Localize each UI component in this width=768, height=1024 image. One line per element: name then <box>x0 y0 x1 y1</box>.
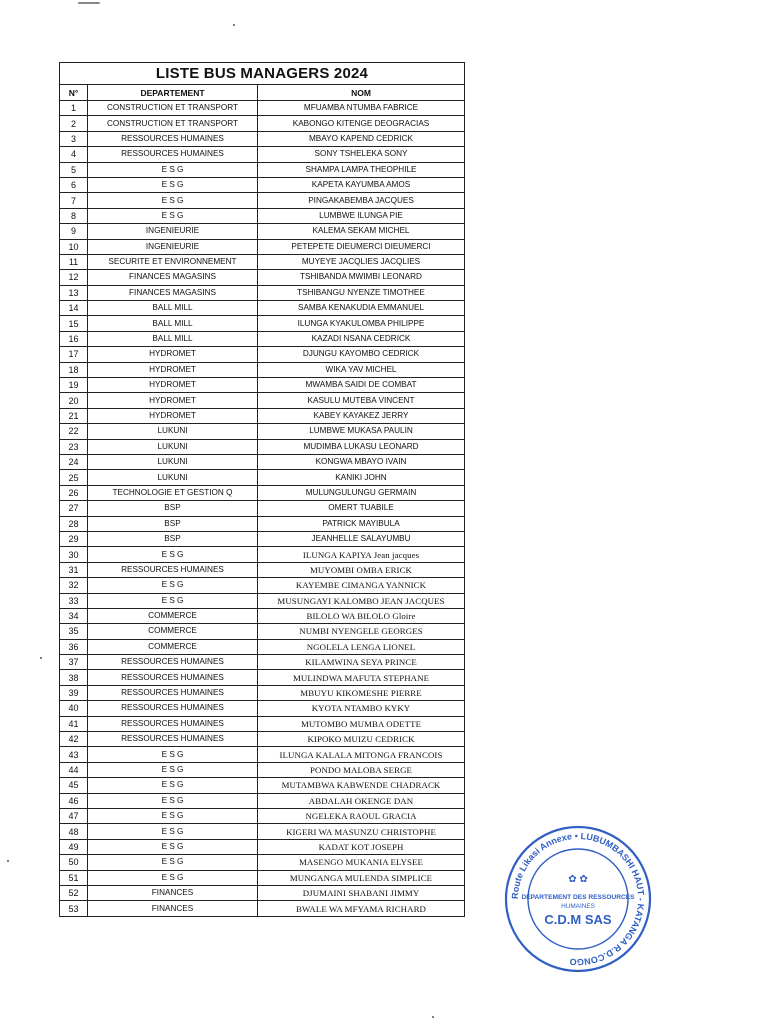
row-departement: E S G <box>88 778 258 793</box>
row-number: 18 <box>60 362 88 377</box>
row-departement: SECURITE ET ENVIRONNEMENT <box>88 254 258 269</box>
table-row <box>60 147 465 162</box>
table-body <box>60 101 465 917</box>
row-nom: KILAMWINA SEYA PRINCE <box>258 655 465 670</box>
row-nom: DJUNGU KAYOMBO CEDRICK <box>258 347 465 362</box>
row-number: 28 <box>60 516 88 531</box>
row-departement: E S G <box>88 547 258 562</box>
row-nom: ILUNGA KALALA MITONGA FRANCOIS <box>258 747 465 762</box>
table-row <box>60 239 465 254</box>
row-departement: BSP <box>88 516 258 531</box>
table-row <box>60 578 465 593</box>
row-nom: KABEY KAYAKEZ JERRY <box>258 408 465 423</box>
table-row <box>60 778 465 793</box>
row-departement: E S G <box>88 808 258 823</box>
row-number: 48 <box>60 824 88 839</box>
stamp-arc-text: Route Likasi Annexe • LUBUMBASHI HAUT - KATANGA R.D.CONGO <box>509 830 647 968</box>
row-nom: TSHIBANGU NYENZE TIMOTHEE <box>258 285 465 300</box>
row-departement: E S G <box>88 193 258 208</box>
row-number: 46 <box>60 793 88 808</box>
table-row <box>60 824 465 839</box>
row-departement: E S G <box>88 593 258 608</box>
row-departement: LUKUNI <box>88 424 258 439</box>
row-number: 29 <box>60 531 88 546</box>
row-departement: RESSOURCES HUMAINES <box>88 562 258 577</box>
table-row <box>60 685 465 700</box>
row-nom: MBUYU KIKOMESHE PIERRE <box>258 685 465 700</box>
row-departement: E S G <box>88 162 258 177</box>
row-departement: CONSTRUCTION ET TRANSPORT <box>88 101 258 116</box>
stamp-line1: DEPARTEMENT DES RESSOURCES <box>521 894 635 901</box>
row-departement: HYDROMET <box>88 408 258 423</box>
table-row <box>60 608 465 623</box>
row-departement: E S G <box>88 855 258 870</box>
row-departement: E S G <box>88 870 258 885</box>
row-number: 17 <box>60 347 88 362</box>
row-nom: ABDALAH OKENGE DAN <box>258 793 465 808</box>
table-row <box>60 439 465 454</box>
row-nom: LUMBWE MUKASA PAULIN <box>258 424 465 439</box>
table-row <box>60 177 465 192</box>
row-number: 12 <box>60 270 88 285</box>
row-nom: KIPOKO MUIZU CEDRICK <box>258 732 465 747</box>
row-departement: HYDROMET <box>88 378 258 393</box>
row-nom: SAMBA KENAKUDIA EMMANUEL <box>258 301 465 316</box>
table-row <box>60 408 465 423</box>
table-row <box>60 655 465 670</box>
row-departement: FINANCES MAGASINS <box>88 285 258 300</box>
row-number: 35 <box>60 624 88 639</box>
table-row <box>60 762 465 777</box>
row-nom: NUMBI NYENGELE GEORGES <box>258 624 465 639</box>
row-nom: MUTOMBO MUMBA ODETTE <box>258 716 465 731</box>
row-departement: RESSOURCES HUMAINES <box>88 732 258 747</box>
row-departement: INGENIEURIE <box>88 224 258 239</box>
table-row <box>60 316 465 331</box>
row-number: 52 <box>60 885 88 900</box>
row-number: 7 <box>60 193 88 208</box>
row-departement: HYDROMET <box>88 393 258 408</box>
row-departement: E S G <box>88 747 258 762</box>
row-nom: PINGAKABEMBA JACQUES <box>258 193 465 208</box>
row-departement: RESSOURCES HUMAINES <box>88 147 258 162</box>
row-number: 19 <box>60 378 88 393</box>
table-row <box>60 193 465 208</box>
row-nom: ILUNGA KAPIYA Jean jacques <box>258 547 465 562</box>
row-nom: MBAYO KAPEND CEDRICK <box>258 131 465 146</box>
row-departement: FINANCES MAGASINS <box>88 270 258 285</box>
personnel-list-sheet <box>59 62 464 917</box>
table-row <box>60 270 465 285</box>
row-number: 40 <box>60 701 88 716</box>
table-row <box>60 393 465 408</box>
table-row <box>60 116 465 131</box>
row-nom: MASENGO MUKANIA ELYSEE <box>258 855 465 870</box>
row-nom: MUYOMBI OMBA ERICK <box>258 562 465 577</box>
table-row <box>60 732 465 747</box>
row-nom: MUNGANGA MULENDA SIMPLICE <box>258 870 465 885</box>
row-number: 22 <box>60 424 88 439</box>
row-departement: BALL MILL <box>88 301 258 316</box>
row-number: 33 <box>60 593 88 608</box>
table-row <box>60 501 465 516</box>
row-nom: MULINDWA MAFUTA STEPHANE <box>258 670 465 685</box>
row-number: 44 <box>60 762 88 777</box>
row-number: 13 <box>60 285 88 300</box>
row-nom: KASULU MUTEBA VINCENT <box>258 393 465 408</box>
row-nom: LUMBWE ILUNGA PIE <box>258 208 465 223</box>
row-number: 9 <box>60 224 88 239</box>
row-departement: E S G <box>88 177 258 192</box>
row-departement: FINANCES <box>88 901 258 916</box>
row-number: 27 <box>60 501 88 516</box>
row-nom: KIGERI WA MASUNZU CHRISTOPHE <box>258 824 465 839</box>
row-number: 26 <box>60 485 88 500</box>
row-departement: HYDROMET <box>88 362 258 377</box>
row-nom: PATRICK MAYIBULA <box>258 516 465 531</box>
row-number: 42 <box>60 732 88 747</box>
row-nom: MFUAMBA NTUMBA FABRICE <box>258 101 465 116</box>
row-number: 36 <box>60 639 88 654</box>
row-departement: CONSTRUCTION ET TRANSPORT <box>88 116 258 131</box>
row-nom: DJUMAINI SHABANI JIMMY <box>258 885 465 900</box>
row-departement: FINANCES <box>88 885 258 900</box>
row-nom: KAYEMBE CIMANGA YANNICK <box>258 578 465 593</box>
table-row <box>60 254 465 269</box>
row-nom: SONY TSHELEKA SONY <box>258 147 465 162</box>
table-row <box>60 855 465 870</box>
table-row <box>60 562 465 577</box>
row-departement: BALL MILL <box>88 316 258 331</box>
row-departement: TECHNOLOGIE ET GESTION Q <box>88 485 258 500</box>
row-number: 4 <box>60 147 88 162</box>
row-number: 41 <box>60 716 88 731</box>
row-number: 5 <box>60 162 88 177</box>
row-departement: HYDROMET <box>88 347 258 362</box>
table-row <box>60 808 465 823</box>
row-departement: RESSOURCES HUMAINES <box>88 685 258 700</box>
row-nom: SHAMPA LAMPA THEOPHILE <box>258 162 465 177</box>
row-nom: TSHIBANDA MWIMBI LEONARD <box>258 270 465 285</box>
table-row <box>60 624 465 639</box>
row-departement: RESSOURCES HUMAINES <box>88 670 258 685</box>
row-departement: E S G <box>88 824 258 839</box>
row-nom: BILOLO WA BILOLO Gloire <box>258 608 465 623</box>
row-departement: COMMERCE <box>88 639 258 654</box>
table-row <box>60 101 465 116</box>
row-number: 16 <box>60 331 88 346</box>
row-number: 51 <box>60 870 88 885</box>
row-departement: LUKUNI <box>88 470 258 485</box>
row-departement: BSP <box>88 501 258 516</box>
table-row <box>60 470 465 485</box>
row-number: 32 <box>60 578 88 593</box>
row-departement: RESSOURCES HUMAINES <box>88 716 258 731</box>
table-row <box>60 547 465 562</box>
table-row <box>60 347 465 362</box>
row-departement: RESSOURCES HUMAINES <box>88 131 258 146</box>
row-number: 34 <box>60 608 88 623</box>
row-number: 38 <box>60 670 88 685</box>
table-row <box>60 670 465 685</box>
row-number: 43 <box>60 747 88 762</box>
company-stamp <box>503 824 653 974</box>
row-number: 23 <box>60 439 88 454</box>
table-row <box>60 301 465 316</box>
row-nom: NGOLELA LENGA LIONEL <box>258 639 465 654</box>
row-nom: KAZADI NSANA CEDRICK <box>258 331 465 346</box>
table-row <box>60 331 465 346</box>
table-row <box>60 716 465 731</box>
table-row <box>60 593 465 608</box>
row-nom: KADAT KOT JOSEPH <box>258 839 465 854</box>
row-number: 49 <box>60 839 88 854</box>
row-nom: MUSUNGAYI KALOMBO JEAN JACQUES <box>258 593 465 608</box>
row-number: 50 <box>60 855 88 870</box>
row-number: 37 <box>60 655 88 670</box>
row-number: 24 <box>60 454 88 469</box>
row-departement: E S G <box>88 578 258 593</box>
row-nom: MWAMBA SAIDI DE COMBAT <box>258 378 465 393</box>
table-row <box>60 424 465 439</box>
row-nom: PETEPETE DIEUMERCI DIEUMERCI <box>258 239 465 254</box>
table-row <box>60 454 465 469</box>
row-departement: INGENIEURIE <box>88 239 258 254</box>
row-departement: LUKUNI <box>88 454 258 469</box>
row-nom: KAPETA KAYUMBA AMOS <box>258 177 465 192</box>
row-nom: WIKA YAV MICHEL <box>258 362 465 377</box>
table-row <box>60 885 465 900</box>
row-departement: E S G <box>88 762 258 777</box>
row-number: 6 <box>60 177 88 192</box>
table-row <box>60 870 465 885</box>
table-row <box>60 362 465 377</box>
row-nom: KABONGO KITENGE DEOGRACIAS <box>258 116 465 131</box>
row-nom: OMERT TUABILE <box>258 501 465 516</box>
row-number: 30 <box>60 547 88 562</box>
row-number: 39 <box>60 685 88 700</box>
row-nom: KALEMA SEKAM MICHEL <box>258 224 465 239</box>
row-departement: COMMERCE <box>88 608 258 623</box>
bus-managers-table <box>59 62 465 917</box>
table-row <box>60 378 465 393</box>
row-number: 11 <box>60 254 88 269</box>
row-number: 21 <box>60 408 88 423</box>
row-number: 25 <box>60 470 88 485</box>
table-row <box>60 701 465 716</box>
row-departement: LUKUNI <box>88 439 258 454</box>
row-nom: KYOTA NTAMBO KYKY <box>258 701 465 716</box>
row-number: 14 <box>60 301 88 316</box>
table-title: LISTE BUS MANAGERS 2024 <box>60 63 465 85</box>
row-number: 45 <box>60 778 88 793</box>
row-departement: RESSOURCES HUMAINES <box>88 655 258 670</box>
table-row <box>60 208 465 223</box>
row-nom: PONDO MALOBA SERGE <box>258 762 465 777</box>
row-nom: ILUNGA KYAKULOMBA PHILIPPE <box>258 316 465 331</box>
header-number: N° <box>60 85 88 101</box>
row-departement: RESSOURCES HUMAINES <box>88 701 258 716</box>
table-row <box>60 901 465 916</box>
row-nom: MUYEYE JACQLIES JACQLIES <box>258 254 465 269</box>
row-departement: COMMERCE <box>88 624 258 639</box>
row-nom: JEANHELLE SALAYUMBU <box>258 531 465 546</box>
row-nom: MUDIMBA LUKASU LEONARD <box>258 439 465 454</box>
row-nom: BWALE WA MFYAMA RICHARD <box>258 901 465 916</box>
row-number: 53 <box>60 901 88 916</box>
row-nom: MULUNGULUNGU GERMAIN <box>258 485 465 500</box>
row-number: 2 <box>60 116 88 131</box>
row-departement: E S G <box>88 839 258 854</box>
row-departement: BSP <box>88 531 258 546</box>
row-number: 10 <box>60 239 88 254</box>
header-departement: DEPARTEMENT <box>88 85 258 101</box>
table-row <box>60 793 465 808</box>
row-departement: E S G <box>88 208 258 223</box>
row-number: 8 <box>60 208 88 223</box>
row-nom: MUTAMBWA KABWENDE CHADRACK <box>258 778 465 793</box>
table-row <box>60 516 465 531</box>
table-row <box>60 747 465 762</box>
svg-text:✿ ✿: ✿ ✿ <box>568 874 588 885</box>
row-number: 20 <box>60 393 88 408</box>
table-row <box>60 485 465 500</box>
header-nom: NOM <box>258 85 465 101</box>
row-number: 15 <box>60 316 88 331</box>
stamp-line2: HUMAINES <box>561 903 595 910</box>
row-nom: KONGWA MBAYO IVAIN <box>258 454 465 469</box>
stamp-line3: C.D.M SAS <box>544 912 612 927</box>
table-row <box>60 639 465 654</box>
table-row <box>60 839 465 854</box>
table-row <box>60 131 465 146</box>
row-number: 47 <box>60 808 88 823</box>
row-number: 31 <box>60 562 88 577</box>
row-departement: BALL MILL <box>88 331 258 346</box>
table-row <box>60 224 465 239</box>
row-number: 1 <box>60 101 88 116</box>
row-departement: E S G <box>88 793 258 808</box>
row-number: 3 <box>60 131 88 146</box>
row-nom: NGELEKA RAOUL GRACIA <box>258 808 465 823</box>
table-row <box>60 285 465 300</box>
table-row <box>60 531 465 546</box>
table-row <box>60 162 465 177</box>
row-nom: KANIKI JOHN <box>258 470 465 485</box>
